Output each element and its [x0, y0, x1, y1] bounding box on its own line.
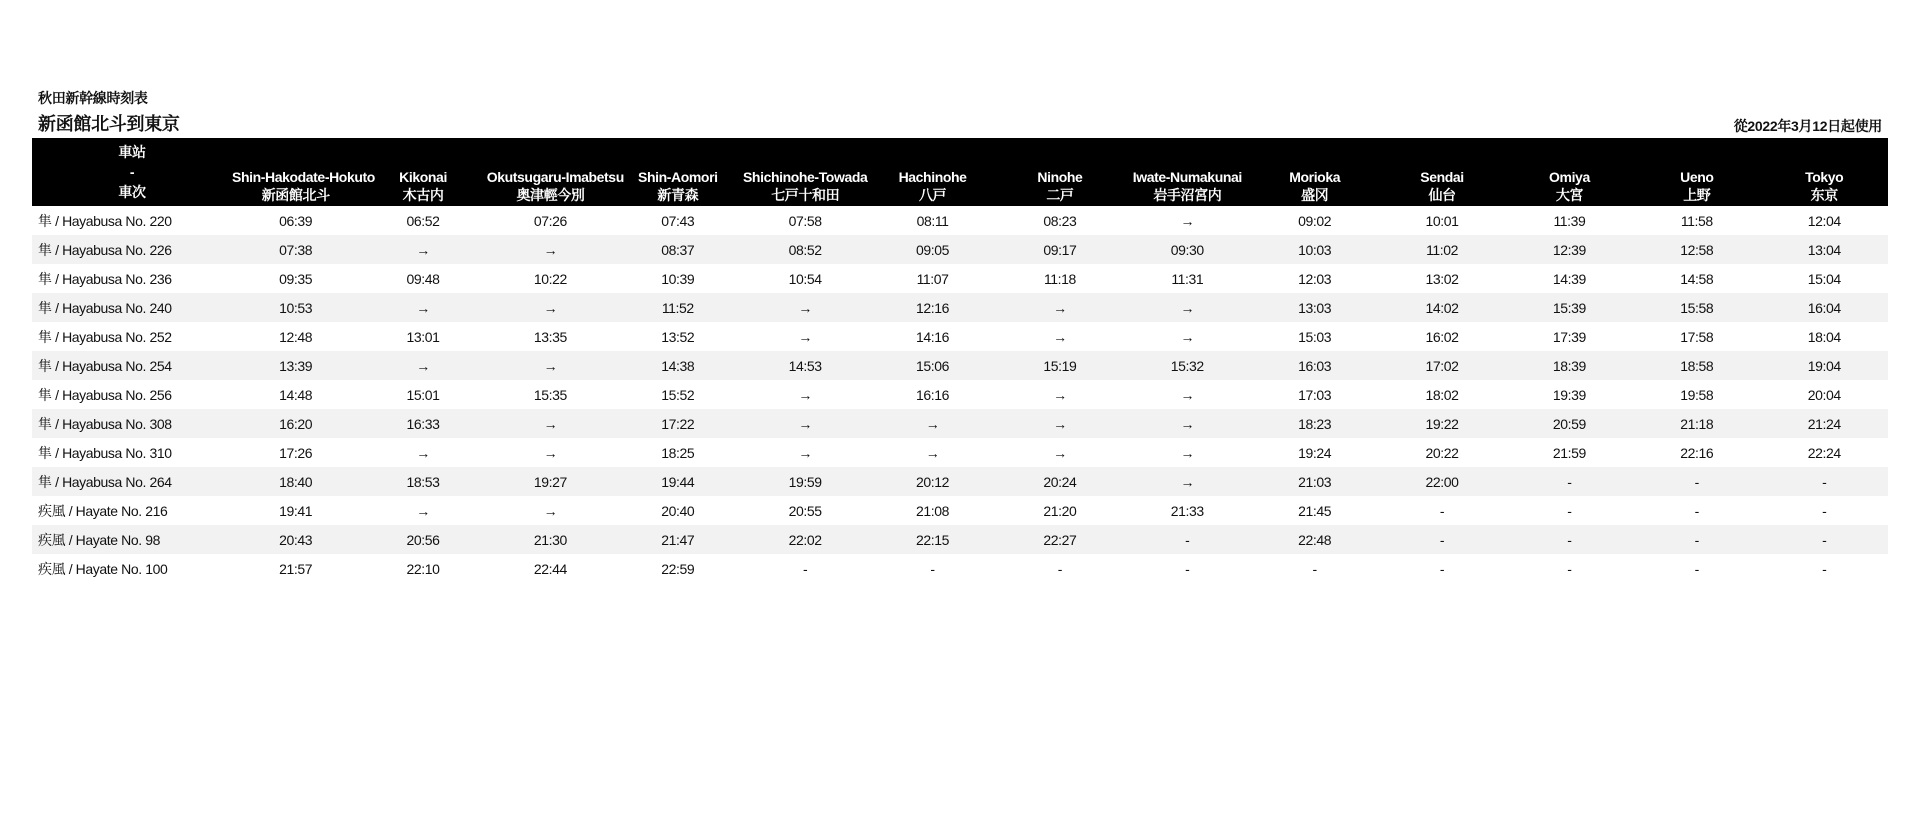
time-cell: 21:45 [1298, 502, 1332, 519]
time-cell: - [1567, 560, 1572, 577]
corner-header [32, 138, 232, 206]
time-cell: 19:27 [533, 473, 567, 490]
time-cell: 11:02 [1426, 241, 1459, 258]
station-name-zh: 东京 [1810, 187, 1838, 203]
time-cell: 15:03 [1298, 328, 1332, 345]
station-name-en: Shichinohe-Towada [742, 169, 868, 185]
time-cell: 14:02 [1425, 299, 1459, 316]
time-cell: → [543, 502, 558, 519]
station-name-zh: 新青森 [657, 187, 699, 203]
time-cell: → [1180, 328, 1195, 345]
time-cell: 21:57 [279, 560, 313, 577]
train-name-cell: 疾風 / Hayate No. 98 [38, 531, 160, 548]
time-cell: 21:33 [1170, 502, 1204, 519]
time-cell: 09:17 [1043, 241, 1077, 258]
station-name-en: Kikonai [399, 169, 447, 185]
table-row [32, 380, 1888, 409]
station-name-zh: 八戸 [918, 187, 947, 203]
document-subtitle: 秋田新幹線時刻表 [38, 90, 148, 106]
time-cell: - [1694, 502, 1699, 519]
time-cell: 16:16 [916, 386, 950, 403]
time-cell: → [925, 415, 940, 432]
table-row [32, 322, 1888, 351]
time-cell: 15:35 [533, 386, 567, 403]
train-name-cell: 隼 / Hayabusa No. 254 [38, 357, 172, 374]
time-cell: → [1180, 444, 1195, 461]
train-name-cell: 隼 / Hayabusa No. 308 [38, 415, 172, 432]
time-cell: 22:00 [1425, 473, 1459, 490]
time-cell: 12:04 [1807, 212, 1841, 229]
time-cell: 16:04 [1807, 299, 1841, 316]
time-cell: → [1180, 386, 1195, 403]
time-cell: - [1694, 531, 1699, 548]
table-row [32, 409, 1888, 438]
time-cell: 18:23 [1298, 415, 1332, 432]
table-row [32, 264, 1888, 293]
time-cell: 10:03 [1298, 241, 1332, 258]
time-cell: - [1822, 473, 1827, 490]
time-cell: → [798, 386, 812, 403]
time-cell: 11:58 [1680, 212, 1713, 229]
time-cell: 17:02 [1425, 357, 1459, 374]
train-name-cell: 隼 / Hayabusa No. 240 [38, 299, 172, 316]
station-header [1124, 138, 1251, 206]
station-name-en: Sendai [1420, 169, 1464, 185]
time-cell: 18:58 [1680, 357, 1714, 374]
station-name-en: Hachinohe [898, 169, 967, 185]
station-name-en: Shin-Aomori [638, 169, 718, 185]
station-name-en: Shin-Hakodate-Hokuto [232, 169, 375, 185]
time-cell: 18:53 [406, 473, 440, 490]
station-header [1251, 138, 1378, 206]
time-cell: - [803, 560, 808, 577]
time-cell: 17:03 [1298, 386, 1332, 403]
time-cell: - [1185, 560, 1190, 577]
time-cell: 16:02 [1425, 328, 1459, 345]
time-cell: 12:48 [279, 328, 313, 345]
time-cell: - [1694, 473, 1699, 490]
corner-station-label: 車站 [118, 144, 146, 160]
time-cell: 11:18 [1043, 270, 1076, 287]
time-cell: - [930, 560, 935, 577]
time-cell: 15:58 [1680, 299, 1714, 316]
time-cell: → [1180, 415, 1195, 432]
title-row [32, 108, 1888, 138]
time-cell: → [543, 444, 558, 461]
time-cell: 18:25 [661, 444, 695, 461]
time-cell: 07:38 [279, 241, 313, 258]
time-cell: 07:43 [661, 212, 695, 229]
time-cell: 10:22 [533, 270, 567, 287]
time-cell: 18:04 [1807, 328, 1841, 345]
time-cell: 20:22 [1425, 444, 1459, 461]
time-cell: 22:44 [533, 560, 567, 577]
time-cell: 21:20 [1043, 502, 1077, 519]
timetable-page [32, 88, 1888, 583]
time-cell: 20:04 [1807, 386, 1841, 403]
time-cell: → [543, 415, 558, 432]
train-name-cell: 疾風 / Hayate No. 100 [38, 560, 168, 577]
time-cell: - [1822, 531, 1827, 548]
time-cell: 07:58 [788, 212, 822, 229]
train-name-cell: 隼 / Hayabusa No. 220 [38, 212, 172, 229]
time-cell: 09:30 [1170, 241, 1204, 258]
station-header [1633, 138, 1760, 206]
time-cell: 11:07 [916, 270, 949, 287]
time-cell: → [1180, 299, 1195, 316]
time-cell: → [1180, 473, 1195, 490]
time-cell: - [1567, 502, 1572, 519]
time-cell: 19:59 [788, 473, 822, 490]
effective-date: 從2022年3月12日起使用 [1733, 118, 1882, 134]
time-cell: 21:24 [1807, 415, 1841, 432]
time-cell: 22:16 [1680, 444, 1714, 461]
time-cell: → [416, 299, 430, 316]
train-name-cell: 隼 / Hayabusa No. 236 [38, 270, 172, 287]
time-cell: 08:23 [1043, 212, 1077, 229]
time-cell: → [543, 299, 558, 316]
station-header [359, 138, 486, 206]
time-cell: 22:02 [788, 531, 822, 548]
station-header [1761, 138, 1889, 206]
time-cell: 14:58 [1680, 270, 1714, 287]
table-row [32, 293, 1888, 322]
train-name-cell: 疾風 / Hayate No. 216 [38, 502, 168, 519]
time-cell: → [1180, 212, 1195, 229]
station-name-en: Omiya [1549, 169, 1590, 185]
time-cell: 13:52 [661, 328, 695, 345]
station-name-en: Tokyo [1805, 169, 1844, 185]
station-name-zh: 大宮 [1555, 187, 1584, 203]
time-cell: - [1567, 473, 1572, 490]
time-cell: - [1439, 531, 1445, 548]
time-cell: 15:19 [1043, 357, 1077, 374]
time-cell: 22:24 [1807, 444, 1841, 461]
time-cell: 14:48 [279, 386, 313, 403]
table-row [32, 525, 1888, 554]
time-cell: 09:02 [1298, 212, 1332, 229]
time-cell: 14:39 [1552, 270, 1586, 287]
time-cell: 16:33 [406, 415, 440, 432]
time-cell: → [1053, 328, 1067, 345]
station-name-zh: 盛冈 [1301, 187, 1329, 203]
time-cell: → [798, 299, 812, 316]
time-cell: 22:48 [1298, 531, 1332, 548]
time-cell: 12:03 [1298, 270, 1332, 287]
time-cell: 19:39 [1552, 386, 1586, 403]
station-header [614, 138, 741, 206]
table-row [32, 351, 1888, 380]
time-cell: 20:40 [661, 502, 695, 519]
table-row [32, 467, 1888, 496]
time-cell: 17:22 [661, 415, 695, 432]
station-name-en: Okutsugaru-Imabetsu [486, 169, 624, 185]
time-cell: → [798, 328, 812, 345]
time-cell: - [1439, 502, 1445, 519]
train-name-cell: 隼 / Hayabusa No. 256 [38, 386, 172, 403]
time-cell: → [543, 241, 558, 258]
time-cell: 19:04 [1807, 357, 1841, 374]
station-name-zh: 七戸十和田 [771, 187, 840, 203]
time-cell: 13:04 [1807, 241, 1841, 258]
station-header [869, 138, 996, 206]
time-cell: 12:58 [1680, 241, 1714, 258]
time-cell: 13:03 [1298, 299, 1332, 316]
station-header [1378, 138, 1505, 206]
time-cell: 08:11 [916, 212, 949, 229]
time-cell: 15:01 [406, 386, 440, 403]
station-name-zh: 仙台 [1428, 187, 1456, 203]
time-cell: 11:52 [661, 299, 694, 316]
time-cell: - [1694, 560, 1699, 577]
time-cell: 13:39 [279, 357, 313, 374]
time-cell: 20:24 [1043, 473, 1077, 490]
time-cell: - [1439, 560, 1445, 577]
time-cell: 15:06 [916, 357, 950, 374]
time-cell: → [416, 444, 430, 461]
table-row [32, 554, 1888, 583]
time-cell: 21:59 [1552, 444, 1586, 461]
station-name-zh: 上野 [1683, 187, 1711, 203]
train-name-cell: 隼 / Hayabusa No. 310 [38, 444, 172, 461]
time-cell: 17:58 [1680, 328, 1714, 345]
time-cell: 22:10 [406, 560, 440, 577]
time-cell: 12:39 [1552, 241, 1586, 258]
time-cell: → [416, 241, 430, 258]
time-cell: 18:39 [1552, 357, 1586, 374]
time-cell: 16:03 [1298, 357, 1332, 374]
time-cell: → [1053, 444, 1067, 461]
time-cell: 21:47 [661, 531, 695, 548]
station-name-en: Ninohe [1037, 169, 1083, 185]
corner-separator: - [129, 164, 135, 180]
time-cell: 14:38 [661, 357, 695, 374]
time-cell: 06:39 [279, 212, 313, 229]
table-row [32, 235, 1888, 264]
time-cell: - [1312, 560, 1317, 577]
time-cell: 07:26 [533, 212, 567, 229]
train-name-cell: 隼 / Hayabusa No. 264 [38, 473, 172, 490]
time-cell: 13:01 [406, 328, 440, 345]
station-name-zh: 岩手沼宮内 [1153, 187, 1222, 203]
time-cell: 11:39 [1553, 212, 1586, 229]
corner-train-label: 車次 [118, 184, 146, 200]
time-cell: 13:02 [1425, 270, 1459, 287]
station-name-zh: 二戸 [1046, 187, 1074, 203]
station-header [742, 138, 869, 206]
time-cell: - [1567, 531, 1572, 548]
time-cell: → [1053, 415, 1067, 432]
time-cell: → [1053, 386, 1067, 403]
time-cell: 19:41 [279, 502, 313, 519]
time-cell: 19:44 [661, 473, 695, 490]
time-cell: 20:59 [1552, 415, 1586, 432]
time-cell: 22:15 [916, 531, 950, 548]
time-cell: 17:39 [1552, 328, 1586, 345]
time-cell: 12:16 [916, 299, 950, 316]
table-row [32, 206, 1888, 235]
time-cell: 15:32 [1170, 357, 1204, 374]
time-cell: 11:31 [1171, 270, 1204, 287]
time-cell: → [925, 444, 940, 461]
timetable [32, 138, 1888, 583]
station-header [1506, 138, 1633, 206]
station-header-row [32, 138, 1888, 206]
station-header [232, 138, 375, 206]
time-cell: 19:24 [1298, 444, 1332, 461]
time-cell: 15:04 [1807, 270, 1841, 287]
time-cell: 09:35 [279, 270, 313, 287]
time-cell: 15:52 [661, 386, 695, 403]
time-cell: 10:53 [279, 299, 313, 316]
time-cell: → [416, 502, 430, 519]
station-name-zh: 新函館北斗 [261, 187, 330, 203]
time-cell: - [1822, 502, 1827, 519]
station-header [996, 138, 1123, 206]
time-cell: - [1822, 560, 1827, 577]
time-cell: 21:03 [1298, 473, 1332, 490]
station-name-en: Morioka [1289, 169, 1341, 185]
time-cell: 18:40 [279, 473, 313, 490]
time-cell: 22:27 [1043, 531, 1077, 548]
train-name-cell: 隼 / Hayabusa No. 226 [38, 241, 172, 258]
time-cell: - [1057, 560, 1063, 577]
time-cell: 17:26 [279, 444, 313, 461]
time-cell: 20:56 [406, 531, 440, 548]
time-cell: 21:30 [533, 531, 567, 548]
time-cell: 20:12 [916, 473, 950, 490]
time-cell: 15:39 [1552, 299, 1586, 316]
station-name-zh: 奥津輕今別 [516, 187, 585, 203]
station-name-en: Iwate-Numakunai [1132, 169, 1242, 185]
time-cell: 19:22 [1425, 415, 1459, 432]
station-name-en: Ueno [1680, 169, 1714, 185]
timetable-body [32, 206, 1888, 583]
train-name-cell: 隼 / Hayabusa No. 252 [38, 328, 172, 345]
time-cell: 08:52 [788, 241, 822, 258]
station-name-zh: 木古内 [402, 187, 444, 203]
time-cell: 14:53 [788, 357, 822, 374]
time-cell: 08:37 [661, 241, 695, 258]
time-cell: 18:02 [1425, 386, 1459, 403]
time-cell: 20:55 [788, 502, 822, 519]
time-cell: 09:05 [916, 241, 950, 258]
time-cell: 14:16 [916, 328, 950, 345]
time-cell: 06:52 [406, 212, 440, 229]
time-cell: 10:01 [1425, 212, 1459, 229]
table-row [32, 496, 1888, 525]
time-cell: → [416, 357, 430, 374]
time-cell: 16:20 [279, 415, 313, 432]
time-cell: 21:18 [1680, 415, 1714, 432]
document-title: 新函館北斗到東京 [38, 114, 180, 134]
time-cell: 10:54 [788, 270, 822, 287]
time-cell: → [1053, 299, 1067, 316]
time-cell: → [543, 357, 558, 374]
time-cell: 09:48 [406, 270, 440, 287]
time-cell: - [1185, 531, 1190, 548]
table-row [32, 438, 1888, 467]
time-cell: 21:08 [916, 502, 950, 519]
station-header [486, 138, 624, 206]
time-cell: 20:43 [279, 531, 313, 548]
time-cell: 19:58 [1680, 386, 1714, 403]
time-cell: 13:35 [533, 328, 567, 345]
time-cell: → [798, 415, 812, 432]
time-cell: 10:39 [661, 270, 695, 287]
time-cell: → [798, 444, 812, 461]
time-cell: 22:59 [661, 560, 695, 577]
